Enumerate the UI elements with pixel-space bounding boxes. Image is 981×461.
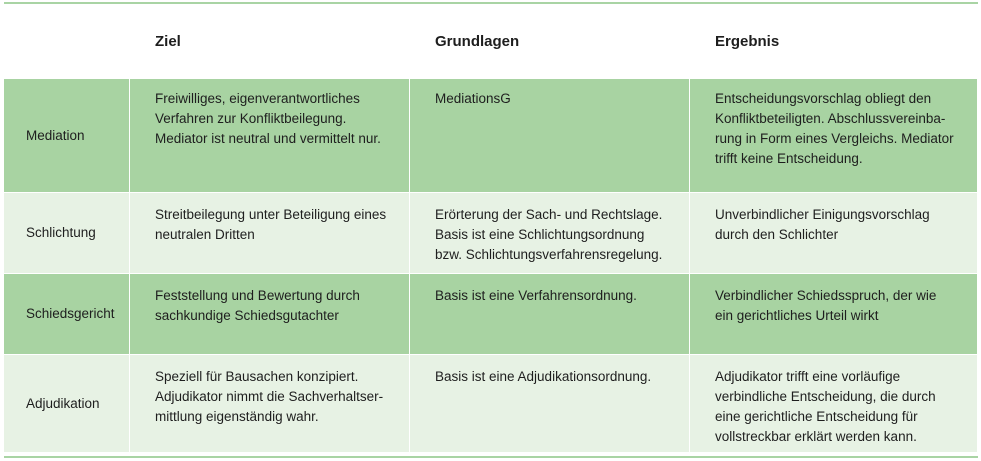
ergebnis-cell xyxy=(690,274,978,355)
text-line: bzw. Schlichtungsverfahrensregelung. xyxy=(435,247,663,262)
row-label: Schiedsgericht xyxy=(4,274,130,355)
text-line: neutralen Dritten xyxy=(155,227,255,242)
ergebnis-cell xyxy=(690,79,978,193)
header-ziel: Ziel xyxy=(130,4,410,79)
ergebnis-cell xyxy=(690,193,978,274)
text-line: eine gerichtliche Entscheidung für xyxy=(715,409,918,424)
table-row xyxy=(4,355,978,453)
text-line: verbindliche Entscheidung, die durch xyxy=(715,389,936,404)
row-label: Adjudikation xyxy=(4,355,130,453)
ergebnis-cell xyxy=(690,355,978,453)
text-line: Adjudikator trifft eine vorläufige xyxy=(715,369,901,384)
text-line: Adjudikator nimmt die Sachverhaltser- xyxy=(155,389,384,404)
row-label: Schlichtung xyxy=(4,193,130,274)
table-row xyxy=(4,79,978,193)
text-line: Mediator ist neutral und vermittelt nur. xyxy=(155,131,381,146)
bottom-rule xyxy=(4,456,978,458)
grundlagen-cell xyxy=(410,79,690,193)
text-line: Verfahren zur Konfliktbeilegung. xyxy=(155,111,347,126)
grundlagen-cell xyxy=(410,355,690,453)
text-line: mittlung eigenständig wahr. xyxy=(155,409,319,424)
text-line: sachkundige Schiedsgutachter xyxy=(155,308,339,323)
text-line: Unverbindlicher Einigungsvorschlag xyxy=(715,207,930,222)
text-line: Konfliktbeteiligten. Abschlussvereinba- xyxy=(715,111,946,126)
text-line: Erörterung der Sach- und Rechtslage. xyxy=(435,207,663,222)
grundlagen-cell xyxy=(410,193,690,274)
header-ergebnis: Ergebnis xyxy=(690,4,978,79)
ziel-cell xyxy=(130,355,410,453)
ziel-cell xyxy=(130,274,410,355)
header-grundlagen: Grundlagen xyxy=(410,4,690,79)
header-empty xyxy=(4,4,130,79)
text-line: vollstreckbar erklärt werden kann. xyxy=(715,429,917,444)
ziel-cell xyxy=(130,79,410,193)
comparison-table xyxy=(4,4,978,453)
grundlagen-cell xyxy=(410,274,690,355)
text-line: rung in Form eines Vergleichs. Mediator xyxy=(715,131,954,146)
ziel-cell xyxy=(130,193,410,274)
row-label: Mediation xyxy=(4,79,130,193)
table-row xyxy=(4,274,978,355)
text-line: Speziell für Bausachen konzipiert. xyxy=(155,369,359,384)
text-line: ein gerichtliches Urteil wirkt xyxy=(715,308,879,323)
text-line: Basis ist eine Schlichtungsordnung xyxy=(435,227,645,242)
table-row xyxy=(4,193,978,274)
text-line: Feststellung und Bewertung durch xyxy=(155,288,360,303)
text-line: Streitbeilegung unter Beteiligung eines xyxy=(155,207,387,222)
text-line: Verbindlicher Schiedsspruch, der wie xyxy=(715,288,937,303)
header-row xyxy=(4,4,978,79)
text-line: durch den Schlichter xyxy=(715,227,839,242)
text-line: trifft keine Entscheidung. xyxy=(715,151,863,166)
text-line: Basis ist eine Adjudikationsordnung. xyxy=(435,369,652,384)
text-line: Entscheidungsvorschlag obliegt den xyxy=(715,91,932,106)
text-line: MediationsG xyxy=(435,91,511,106)
text-line: Freiwilliges, eigenverantwortliches xyxy=(155,91,360,106)
text-line: Basis ist eine Verfahrensordnung. xyxy=(435,288,637,303)
